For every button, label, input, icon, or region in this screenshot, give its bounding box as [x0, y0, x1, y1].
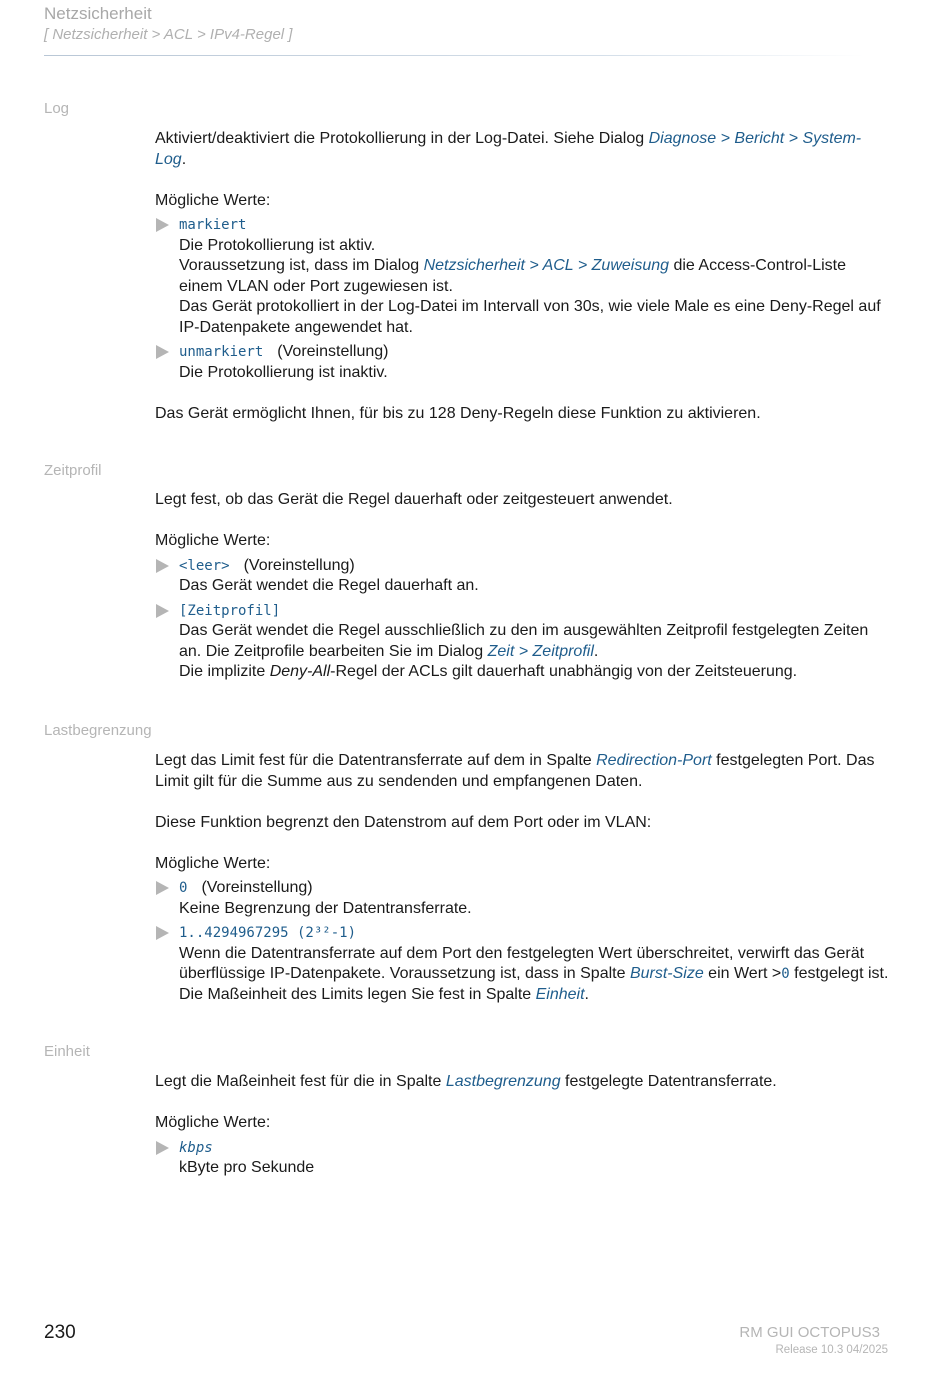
- lastbegrenzung-link[interactable]: Lastbegrenzung: [445, 1073, 561, 1090]
- chapter-title: Netzsicherheit: [44, 4, 152, 23]
- term-log: Log: [44, 100, 70, 117]
- redirection-port-link[interactable]: Redirection-Port: [596, 752, 712, 769]
- page-header: [44, 4, 864, 46]
- lastbegrenzung-description: Legt das Limit fest für die Datentransferrate auf dem in Spalte Redirection-Port festgelegten Port. Das Limit gilt für die Summe aus zu sendenden und empfangenen Daten.: [155, 752, 875, 790]
- triangle-bullet-icon: [156, 345, 169, 359]
- triangle-bullet-icon: [156, 926, 169, 940]
- triangle-bullet-icon: [156, 218, 169, 232]
- value-code: 0: [179, 880, 188, 896]
- value-item-range: 1..4294967295 (2³²-1) Wenn die Datentransferrate auf dem Port den festgelegten Wert überschreitet, verwirft das Gerät überflüssige IP-Datenpakete. Voraussetzung ist, dass in Spalte Burst-Size ein Wert >0 festgelegt ist. Die Maßeinheit des Limits legen Sie fest in Spalte Einheit.: [155, 923, 890, 1005]
- value-code: markiert: [179, 217, 247, 233]
- log-description-block: [155, 129, 890, 424]
- log-description: Aktiviert/deaktiviert die Protokollierung in der Log-Datei. Siehe Dialog Diagnose > Bericht > System-Log.: [155, 130, 862, 168]
- value-item-leer: <leer> (Voreinstellung) Das Gerät wendet die Regel dauerhaft an.: [155, 556, 890, 597]
- value-item-unmarkiert: unmarkiert (Voreinstellung) Die Protokollierung ist inaktiv.: [155, 342, 890, 383]
- value-code: kbps: [179, 1139, 213, 1156]
- system-log-link[interactable]: Diagnose > Bericht > System-Log: [155, 130, 862, 168]
- einheit-description-block: [155, 1072, 890, 1179]
- einheit-link[interactable]: Einheit: [535, 985, 585, 1003]
- lastbegrenzung-description-2: Diese Funktion begrenzt den Datenstrom auf dem Port oder im VLAN:: [155, 813, 652, 831]
- lastbegrenzung-description-block: [155, 751, 890, 1005]
- term-lastbegrenzung: Lastbegrenzung: [44, 722, 152, 739]
- breadcrumb: [ Netzsicherheit > ACL > IPv4-Regel ]: [44, 26, 293, 43]
- burst-size-link[interactable]: Burst-Size: [629, 965, 704, 982]
- value-item-markiert: markiert Die Protokollierung ist aktiv. Voraussetzung ist, dass im Dialog Netzsicherheit > ACL > Zuweisung die Access-Control-Liste einem VLAN oder Port zugewiesen ist. Das Gerät protokolliert in der Log-Datei im Intervall von 30s, wie viele Male es eine Deny-Regel auf IP-Datenpakete angewendet hat.: [155, 215, 890, 338]
- triangle-bullet-icon: [156, 604, 169, 618]
- value-code: [Zeitprofil]: [179, 602, 281, 619]
- term-einheit: Einheit: [44, 1043, 90, 1060]
- zuweisung-link[interactable]: Netzsicherheit > ACL > Zuweisung: [423, 257, 670, 274]
- triangle-bullet-icon: [156, 1141, 169, 1155]
- triangle-bullet-icon: [156, 881, 169, 895]
- log-note: Das Gerät ermöglicht Ihnen, für bis zu 128 Deny-Regeln diese Funktion zu aktivieren.: [155, 404, 761, 422]
- possible-values-label: Mögliche Werte:: [155, 191, 271, 209]
- zeitprofil-link[interactable]: Zeit > Zeitprofil: [487, 642, 594, 660]
- possible-values-label: Mögliche Werte:: [155, 1114, 271, 1131]
- value-item-zero: 0 (Voreinstellung) Keine Begrenzung der Datentransferrate.: [155, 878, 890, 919]
- possible-values-label: Mögliche Werte:: [155, 532, 271, 549]
- value-code: 1..4294967295 (2³²-1): [179, 925, 357, 941]
- value-item-zeitprofil: [Zeitprofil] Das Gerät wendet die Regel ausschließlich zu den im ausgewählten Zeitprofil festgelegten Zeiten an. Die Zeitprofile bearbeiten Sie im Dialog Zeit > Zeitprofil. Die implizite Deny-All-Regel der ACLs gilt dauerhaft unabhängig von der Zeitsteuerung.: [155, 601, 890, 683]
- possible-values-label: Mögliche Werte:: [155, 854, 271, 872]
- triangle-bullet-icon: [156, 559, 169, 573]
- zeitprofil-description-block: [155, 490, 890, 683]
- term-zeitprofil: Zeitprofil: [44, 462, 102, 479]
- value-code: unmarkiert: [179, 344, 264, 360]
- header-divider: [44, 55, 864, 56]
- page-number: 230: [44, 1322, 76, 1343]
- value-item-kbps: kbps kByte pro Sekunde: [155, 1138, 890, 1179]
- document-title: RM GUI OCTOPUS3: [739, 1324, 880, 1341]
- zeitprofil-description: Legt fest, ob das Gerät die Regel dauerhaft oder zeitgesteuert anwendet.: [155, 491, 673, 508]
- einheit-description: Legt die Maßeinheit fest für die in Spalte Lastbegrenzung festgelegte Datentransferrate.: [155, 1073, 777, 1090]
- value-code: <leer>: [179, 557, 230, 574]
- release-info: Release 10.3 04/2025: [775, 1344, 888, 1356]
